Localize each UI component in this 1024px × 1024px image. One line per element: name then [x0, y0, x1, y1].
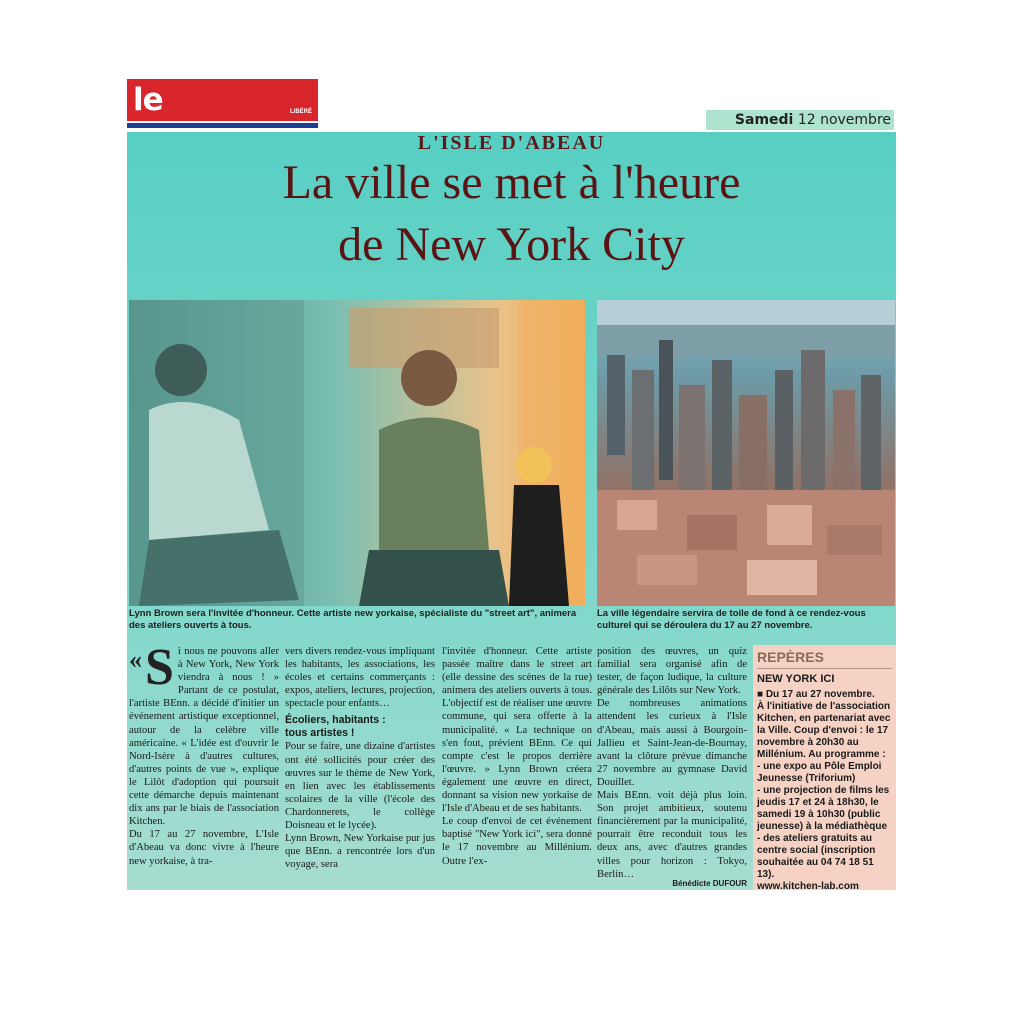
logo-blue-stripe: [127, 123, 318, 128]
opening-quote: «: [129, 645, 142, 674]
article-kicker: L'ISLE D'ABEAU: [417, 132, 606, 154]
article-column-1: [129, 645, 279, 890]
sidebar-link[interactable]: www.kitchen-lab.com: [757, 881, 859, 890]
drop-cap: S: [145, 645, 174, 696]
article-column-2: [285, 645, 435, 890]
headline-line-1: La ville se met à l'heure: [282, 156, 741, 209]
photo-street-art: [129, 300, 585, 606]
sidebar-line-3: - une expo au Pôle Emploi Jeunesse (Triforium): [757, 761, 882, 784]
article-column-4: [597, 645, 747, 890]
sidebar-line-1: ■ Du 17 au 27 novembre.: [757, 689, 875, 700]
caption-street-art: Lynn Brown sera l'invitée d'honneur. Cette artiste new yorkaise, spécialiste du "street art", animera des ateliers ouverts à tous.: [129, 608, 577, 631]
newspaper-logo: [127, 79, 318, 129]
column-4-paragraph-1: position des œuvres, un quiz familial sera organisé afin de tester, de façon ludique, la culture générale des Lilôts sur New York.: [597, 646, 747, 697]
sidebar-line-4: - une projection de films les jeudis 17 et 24 à 18h30, le samedi 19 à 10h30 (public jeunesse) à la médiathèque: [757, 785, 890, 832]
sidebar-body: [757, 689, 892, 890]
issue-date-day: Samedi: [734, 112, 794, 128]
article-headline: [127, 152, 896, 276]
subhead-line-2: tous artistes !: [285, 727, 355, 740]
sidebar-heading: NEW YORK ICI: [757, 673, 835, 685]
subhead: [285, 714, 435, 740]
column-2-paragraph-3: Lynn Brown, New Yorkaise pur jus que BEnn. a rencontrée lors d'un voyage, sera: [285, 833, 435, 871]
skyline-illustration: [597, 300, 895, 606]
column-4-paragraph-3: Mais BEnn. voit déjà plus loin. Son projet ambitieux, soutenu financièrement par la municipalité, pourrait être reconduit tous les deux ans, avec d'autres grandes villes pour horizon : Tokyo, Berlin…: [597, 790, 747, 880]
lede: [129, 645, 174, 696]
column-1-paragraph-1: i nous ne pouvons aller à New York, New York viendra à nous ! » Partant de ce postulat, l'artiste BEnn. a décidé d'initier un événement artistique exceptionnel, autour de la celèbre ville américaine. « L'idée est d'ouvrir le Nord-Isère à d'autres cultures, d'autres points de vue », explique le Lilôt d'adoption qui poursuit cette démarche depuis maintenant dix ans par le biais de l'association Kitchen.: [129, 646, 279, 828]
sidebar-line-5: - des ateliers gratuits au centre social (inscription souhaitée au 04 74 18 51 13).: [757, 833, 876, 880]
reperes-sidebar: [753, 645, 896, 890]
subhead-line-1: Écoliers, habitants :: [285, 714, 386, 727]
sidebar-divider: [757, 668, 892, 669]
column-1-paragraph-2: Du 17 au 27 novembre, L'Isle d'Abeau va donc vivre à l'heure new yorkaise, à tra-: [129, 829, 279, 867]
author-signature: Bénédicte DUFOUR: [672, 878, 747, 888]
logo-text: le: [133, 82, 163, 118]
column-4-paragraph-2: De nombreuses animations attendent les curieux à l'Isle d'Abeau, mais aussi à Bourgoin-Jallieu et Saint-Jean-de-Bournay, avant la clôture prévue dimanche 27 novembre au gymnase David Douillet.: [597, 698, 747, 788]
sidebar-line-2: À l'initiative de l'association Kitchen, en partenariat avec la Ville. Coup d'envoi : le 17 novembre à 20h30 au Millénium. Au programme :: [757, 701, 891, 760]
logo-subtext: LIBÉRÉ: [289, 109, 312, 115]
headline-line-2: de New York City: [338, 218, 685, 271]
sidebar-title: REPÈRES: [757, 649, 824, 665]
article-clipping: [127, 132, 896, 890]
caption-skyline: La ville légendaire servira de toile de fond à ce rendez-vous culturel qui se déroulera du 17 au 27 novembre.: [597, 608, 866, 631]
column-3-paragraph-1: l'invitée d'honneur. Cette artiste passée maître dans le street art (elle dessine des scènes de la rue) animera des ateliers ouverts à tous. L'objectif est de réaliser une œuvre commune, qui sera offerte à la municipalité. « La technique on s'en fout, prévient BEnn. Ce qui compte c'est le propos derrière l'œuvre. » Lynn Brown créera également une œuvre en direct, donnant sa vision new yorkaise de l'Isle d'Abeau et de ses habitants.: [442, 646, 592, 815]
column-2-paragraph-2: Pour se faire, une dizaine d'artistes ont été sollicités pour créer des œuvres sur le thème de New York, en lien avec les établissements scolaires de la ville (l'école des Chardonnerets, le collège Doisneau et le lycée).: [285, 741, 435, 832]
article-column-3: [442, 645, 592, 890]
issue-date: [706, 110, 894, 130]
issue-date-rest: 12 novembre: [797, 112, 891, 128]
column-3-paragraph-2: Le coup d'envoi de cet événement baptisé "New York ici", sera donné le 17 novembre au Millénium. Outre l'ex-: [442, 816, 592, 867]
column-2-paragraph-1: vers divers rendez-vous impliquant les habitants, les associations, les écoles et certains commerçants : expos, ateliers, lectures, projection, spectacle pour enfants…: [285, 646, 435, 710]
photo-new-york-skyline: [597, 300, 895, 606]
street-art-illustration: [129, 300, 585, 606]
